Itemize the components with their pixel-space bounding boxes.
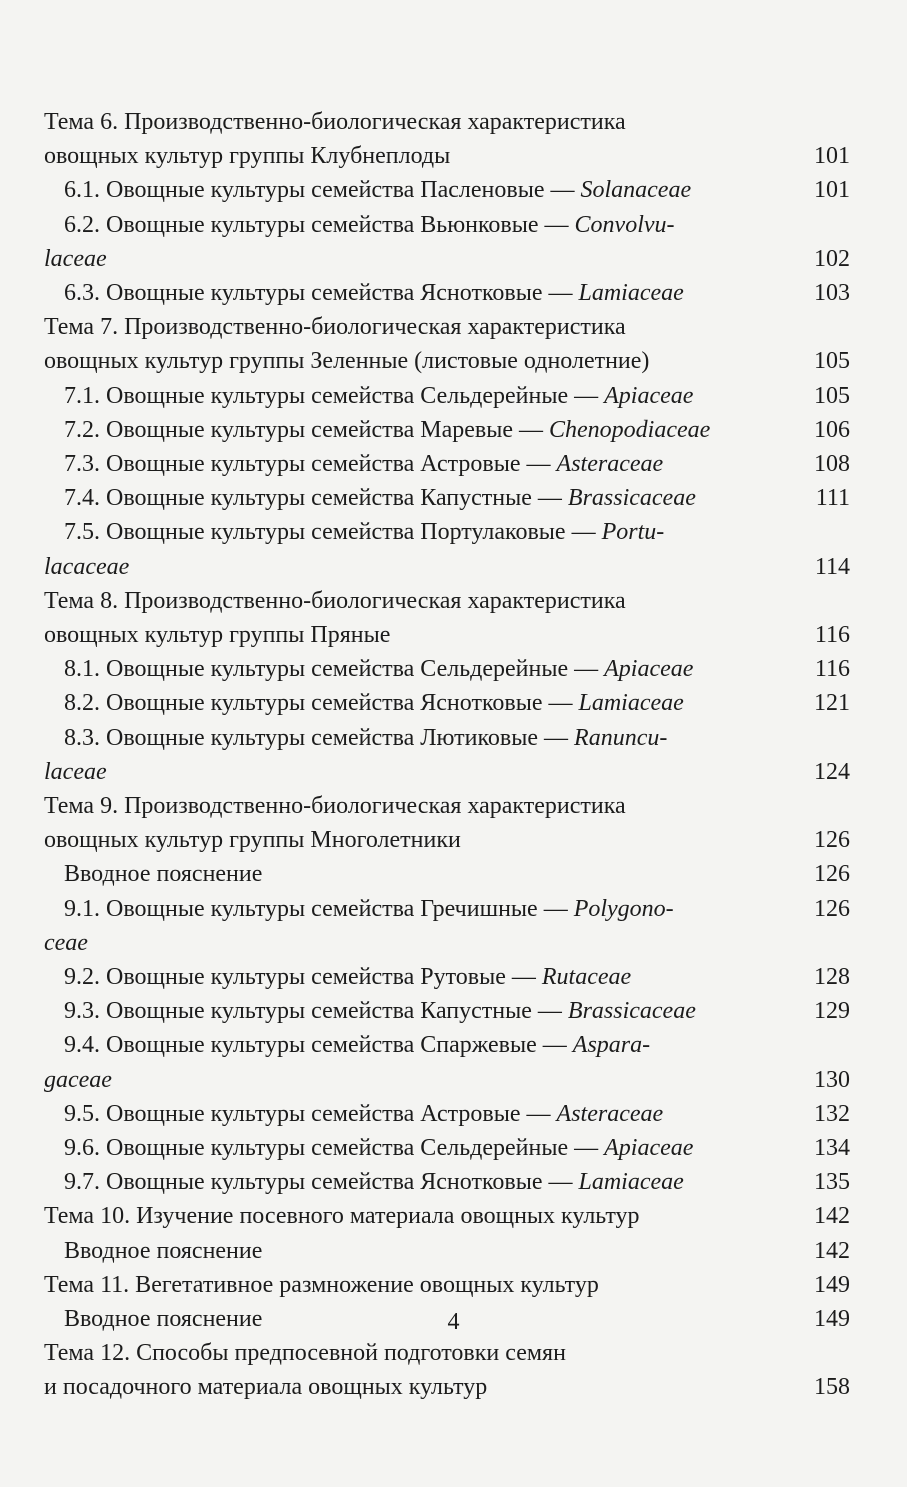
toc-subtopic-text: 8.3. Овощные культуры семейства Лютиковые — bbox=[64, 724, 575, 751]
toc-topic-line: Тема 8. Производственно-биологическая характеристика bbox=[44, 587, 626, 614]
toc-page-ref: 149 bbox=[814, 1271, 850, 1298]
toc-subtopic-line bbox=[64, 1133, 693, 1163]
toc-subtopic-text: 6.2. Овощные культуры семейства Вьюнковые — bbox=[64, 211, 575, 238]
toc-subtopic-text: 7.5. Овощные культуры семейства Портулаковые — bbox=[64, 519, 602, 546]
toc-subtopic-line bbox=[64, 1099, 663, 1129]
toc-subtopic-text: 6.1. Овощные культуры семейства Пасленовые — bbox=[64, 177, 581, 204]
toc-page-ref: 116 bbox=[814, 656, 850, 683]
toc-page-ref: 114 bbox=[814, 553, 850, 580]
latin-family-name-cont: ceae bbox=[44, 929, 88, 956]
toc-subtopic-text: 9.3. Овощные культуры семейства Капустные — bbox=[64, 998, 568, 1025]
toc-topic-line: овощных культур группы Пряные bbox=[44, 622, 391, 648]
latin-family-name: Rutaceae bbox=[541, 964, 632, 990]
toc-topic-line: и посадочного материала овощных культур bbox=[44, 1374, 488, 1401]
toc-subtopic-text: 9.1. Овощные культуры семейства Гречишные — bbox=[64, 895, 574, 922]
latin-family-name: Lamiaceae bbox=[578, 1169, 684, 1196]
toc-topic-line: овощных культур группы Зеленные (листовые однолетние) bbox=[44, 348, 650, 375]
toc-page-ref: 116 bbox=[814, 622, 850, 648]
toc-topic-line: овощных культур группы Многолетники bbox=[44, 827, 461, 854]
toc-page-ref: 124 bbox=[814, 758, 850, 785]
toc-page-ref: 128 bbox=[814, 964, 850, 990]
latin-family-name-cont: lacaceae bbox=[44, 553, 130, 580]
toc-subtopic-text: 6.3. Овощные культуры семейства Яснотковые — bbox=[64, 280, 579, 306]
toc-subtopic-text: 9.6. Овощные культуры семейства Сельдерейные — bbox=[64, 1135, 605, 1161]
toc-page-ref: 102 bbox=[814, 245, 850, 272]
toc-page-ref: 149 bbox=[814, 1306, 850, 1332]
latin-family-name: Apiaceae bbox=[604, 382, 694, 409]
toc-subtopic-line bbox=[64, 483, 696, 513]
toc-page-ref: 111 bbox=[815, 485, 850, 512]
toc-page-ref: 103 bbox=[814, 280, 850, 306]
toc-continuation-line bbox=[44, 1065, 112, 1095]
toc-page-ref: 106 bbox=[814, 416, 850, 443]
toc-topic-line: Тема 12. Способы предпосевной подготовки семян bbox=[44, 1340, 566, 1367]
toc-page-ref: 105 bbox=[814, 382, 850, 409]
toc-subtopic-text: Вводное пояснение bbox=[64, 861, 263, 888]
toc-page-ref: 134 bbox=[814, 1135, 850, 1161]
toc-topic-line: Тема 7. Производственно-биологическая характеристика bbox=[44, 314, 626, 341]
latin-family-name: Apiaceae bbox=[604, 656, 694, 683]
toc-subtopic-text: Вводное пояснение bbox=[64, 1306, 263, 1332]
toc-page-ref: 132 bbox=[814, 1100, 850, 1127]
toc-topic-line: Тема 6. Производственно-биологическая характеристика bbox=[44, 109, 626, 135]
toc-page-ref: 130 bbox=[814, 1066, 850, 1093]
latin-family-name: Asteraceae bbox=[556, 1100, 664, 1127]
toc-continuation-line bbox=[44, 244, 107, 274]
toc-continuation-line bbox=[44, 757, 107, 787]
toc-page-ref: 126 bbox=[814, 861, 850, 888]
latin-family-name: Brassicaceae bbox=[567, 998, 696, 1025]
toc-topic-line: Тема 9. Производственно-биологическая характеристика bbox=[44, 793, 626, 819]
toc-subtopic-text: 8.1. Овощные культуры семейства Сельдерейные — bbox=[64, 656, 605, 683]
latin-family-name: Lamiaceae bbox=[578, 690, 684, 717]
toc-subtopic-text: 9.5. Овощные культуры семейства Астровые — bbox=[64, 1100, 557, 1127]
toc-subtopic-line bbox=[64, 210, 675, 240]
toc-page-ref: 126 bbox=[814, 895, 850, 922]
toc-page-ref: 105 bbox=[814, 348, 850, 375]
toc-page-ref: 108 bbox=[814, 451, 850, 477]
toc-page-ref: 142 bbox=[814, 1237, 850, 1264]
toc-subtopic-line bbox=[64, 278, 684, 308]
latin-family-name-cont: gaceae bbox=[44, 1066, 112, 1093]
latin-family-name-cont: laceae bbox=[44, 245, 107, 272]
toc-subtopic-line bbox=[64, 175, 691, 205]
toc-subtopic-line bbox=[64, 1236, 262, 1266]
toc-topic-line: овощных культур группы Клубнеплоды bbox=[44, 143, 451, 170]
toc-subtopic-line bbox=[64, 449, 663, 479]
toc-continuation-line bbox=[44, 552, 129, 582]
toc-subtopic-text: 7.3. Овощные культуры семейства Астровые — bbox=[64, 451, 557, 477]
toc-page-ref: 129 bbox=[814, 998, 850, 1025]
latin-family-name: Lamiaceae bbox=[578, 280, 684, 306]
toc-subtopic-line bbox=[64, 859, 262, 889]
latin-family-name: Apiaceae bbox=[604, 1135, 694, 1161]
toc-subtopic-line bbox=[64, 962, 631, 992]
toc-subtopic-text: 7.4. Овощные культуры семейства Капустные — bbox=[64, 485, 568, 512]
toc-subtopic-text: 8.2. Овощные культуры семейства Яснотковые — bbox=[64, 690, 579, 717]
toc-page-ref: 101 bbox=[814, 177, 850, 204]
page-number: 4 bbox=[447, 1309, 460, 1335]
toc-subtopic-line bbox=[64, 688, 684, 718]
toc-page-ref: 135 bbox=[814, 1169, 850, 1196]
toc-page-ref: 121 bbox=[814, 690, 850, 717]
toc-subtopic-text: 9.2. Овощные культуры семейства Рутовые — bbox=[64, 964, 542, 990]
toc-page-ref: 158 bbox=[814, 1374, 850, 1401]
toc-subtopic-line bbox=[64, 1167, 684, 1197]
toc-topic-line: Тема 10. Изучение посевного материала овощных культур bbox=[44, 1203, 640, 1230]
toc-page-ref: 101 bbox=[814, 143, 850, 170]
latin-family-name: Portu- bbox=[601, 519, 665, 546]
toc-subtopic-line bbox=[64, 654, 693, 684]
latin-family-name: Solanaceae bbox=[580, 177, 692, 204]
toc-page-ref: 126 bbox=[814, 827, 850, 854]
toc-subtopic-text: 7.2. Овощные культуры семейства Маревые — bbox=[64, 416, 550, 443]
latin-family-name: Convolvu- bbox=[574, 211, 675, 238]
latin-family-name: Ranuncu- bbox=[574, 724, 668, 751]
toc-subtopic-line bbox=[64, 996, 696, 1026]
toc-subtopic-line bbox=[64, 517, 664, 547]
latin-family-name: Aspara- bbox=[572, 1032, 651, 1059]
latin-family-name-cont: laceae bbox=[44, 758, 107, 785]
toc-subtopic-line bbox=[64, 723, 667, 753]
toc-subtopic-text: 9.4. Овощные культуры семейства Спаржевые — bbox=[64, 1032, 573, 1059]
latin-family-name: Chenopodiaceae bbox=[549, 416, 711, 443]
toc-subtopic-line bbox=[64, 894, 674, 924]
toc-subtopic-text: 9.7. Овощные культуры семейства Яснотковые — bbox=[64, 1169, 579, 1196]
latin-family-name: Asteraceae bbox=[556, 451, 664, 477]
toc-subtopic-line bbox=[64, 415, 710, 445]
latin-family-name: Polygono- bbox=[573, 895, 674, 922]
toc-subtopic-text: Вводное пояснение bbox=[64, 1237, 263, 1264]
toc-subtopic-text: 7.1. Овощные культуры семейства Сельдерейные — bbox=[64, 382, 605, 409]
toc-subtopic-line bbox=[64, 381, 693, 411]
toc-page-ref: 142 bbox=[814, 1203, 850, 1230]
toc-continuation-line bbox=[44, 928, 88, 958]
toc-topic-line: Тема 11. Вегетативное размножение овощных культур bbox=[44, 1271, 599, 1298]
toc-subtopic-line bbox=[64, 1030, 650, 1060]
latin-family-name: Brassicaceae bbox=[567, 485, 696, 512]
